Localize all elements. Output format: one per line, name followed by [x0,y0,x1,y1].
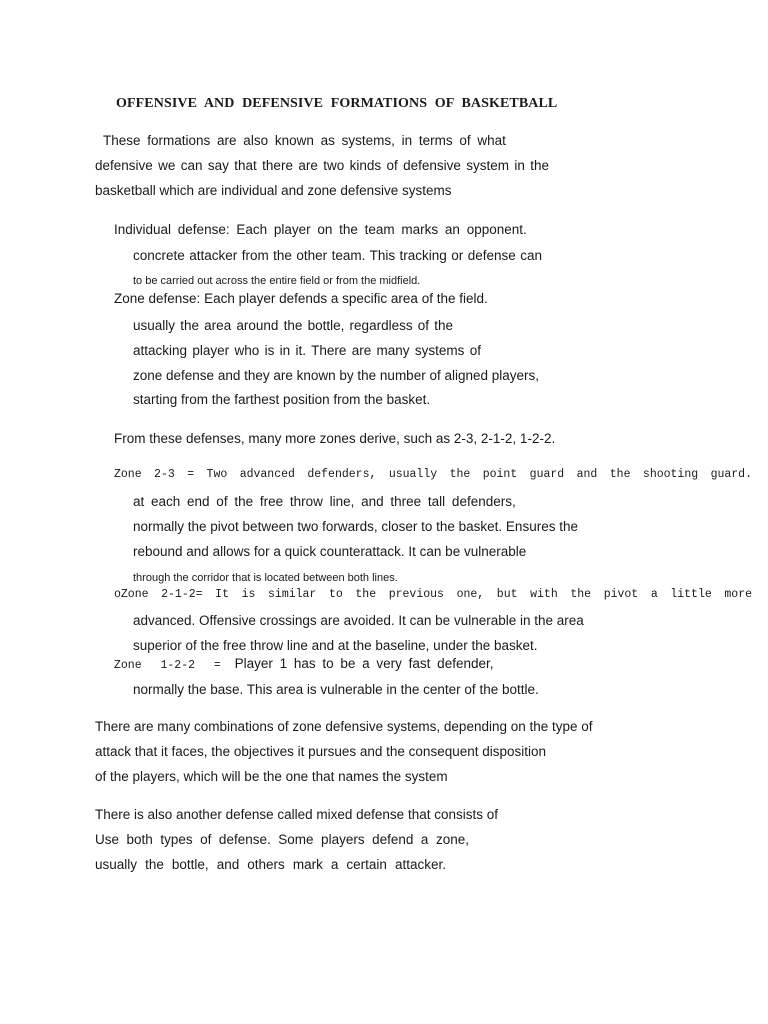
zone-2-3-line-4: rebound and allows for a quick counterattack. It can be vulnerable [133,544,527,559]
zones-derive-text: From these defenses, many more zones derive, such as 2-3, 2-1-2, 1-2-2. [114,431,556,446]
zone-defense-bullet: Zone defense: Each player defends a specific area of the field. [114,291,488,306]
zone-2-3-line-2: at each end of the free throw line, and three tall defenders, [133,494,516,509]
intro-line-2: defensive we can say that there are two kinds of defensive system in the [95,158,549,173]
mixed-defense-line-2: Use both types of defense. Some players defend a zone, [95,832,469,847]
combinations-line-3: of the players, which will be the one that names the system [95,769,448,784]
individual-defense-line-2: concrete attacker from the other team. This tracking or defense can [133,248,542,263]
intro-line-1: These formations are also known as systems, in terms of what [103,133,506,148]
zone-defense-line-4: zone defense and they are known by the number of aligned players, [133,368,540,383]
zone-2-3-line-3: normally the pivot between two forwards, closer to the basket. Ensures the [133,519,578,534]
combinations-line-2: attack that it faces, the objectives it pursues and the consequent disposition [95,744,547,759]
zone-2-3-line-5: through the corridor that is located between both lines. [133,572,398,584]
zone-2-1-2-heading: oZone 2-1-2= It is similar to the previous one, but with the pivot a little more [114,588,752,601]
combinations-line-1: There are many combinations of zone defensive systems, depending on the type of [95,719,593,734]
mixed-defense-line-3: usually the bottle, and others mark a certain attacker. [95,857,446,872]
zone-2-1-2-line-3: superior of the free throw line and at the baseline, under the basket. [133,638,538,653]
zone-defense-line-2: usually the area around the bottle, regardless of the [133,318,453,333]
zone-2-3-heading: Zone 2-3 = Two advanced defenders, usually the point guard and the shooting guard. [114,468,752,481]
page-title: OFFENSIVE AND DEFENSIVE FORMATIONS OF BASKETBALL [116,96,558,111]
zone-defense-line-3: attacking player who is in it. There are many systems of [133,343,481,358]
zone-1-2-2-prefix: Zone 1-2-2 = [114,659,221,672]
mixed-defense-line-1: There is also another defense called mixed defense that consists of [95,807,498,822]
zone-1-2-2-line-2: normally the base. This area is vulnerable in the center of the bottle. [133,682,539,697]
zone-1-2-2-heading [114,656,494,674]
individual-defense-line-3: to be carried out across the entire field or from the midfield. [133,275,421,287]
individual-defense-bullet: Individual defense: Each player on the team marks an opponent. [114,222,527,237]
zone-defense-line-5: starting from the farthest position from the basket. [133,392,431,407]
intro-line-3: basketball which are individual and zone defensive systems [95,183,452,198]
zone-1-2-2-rest: Player 1 has to be a very fast defender, [234,656,494,671]
zone-2-1-2-line-2: advanced. Offensive crossings are avoided. It can be vulnerable in the area [133,613,584,628]
